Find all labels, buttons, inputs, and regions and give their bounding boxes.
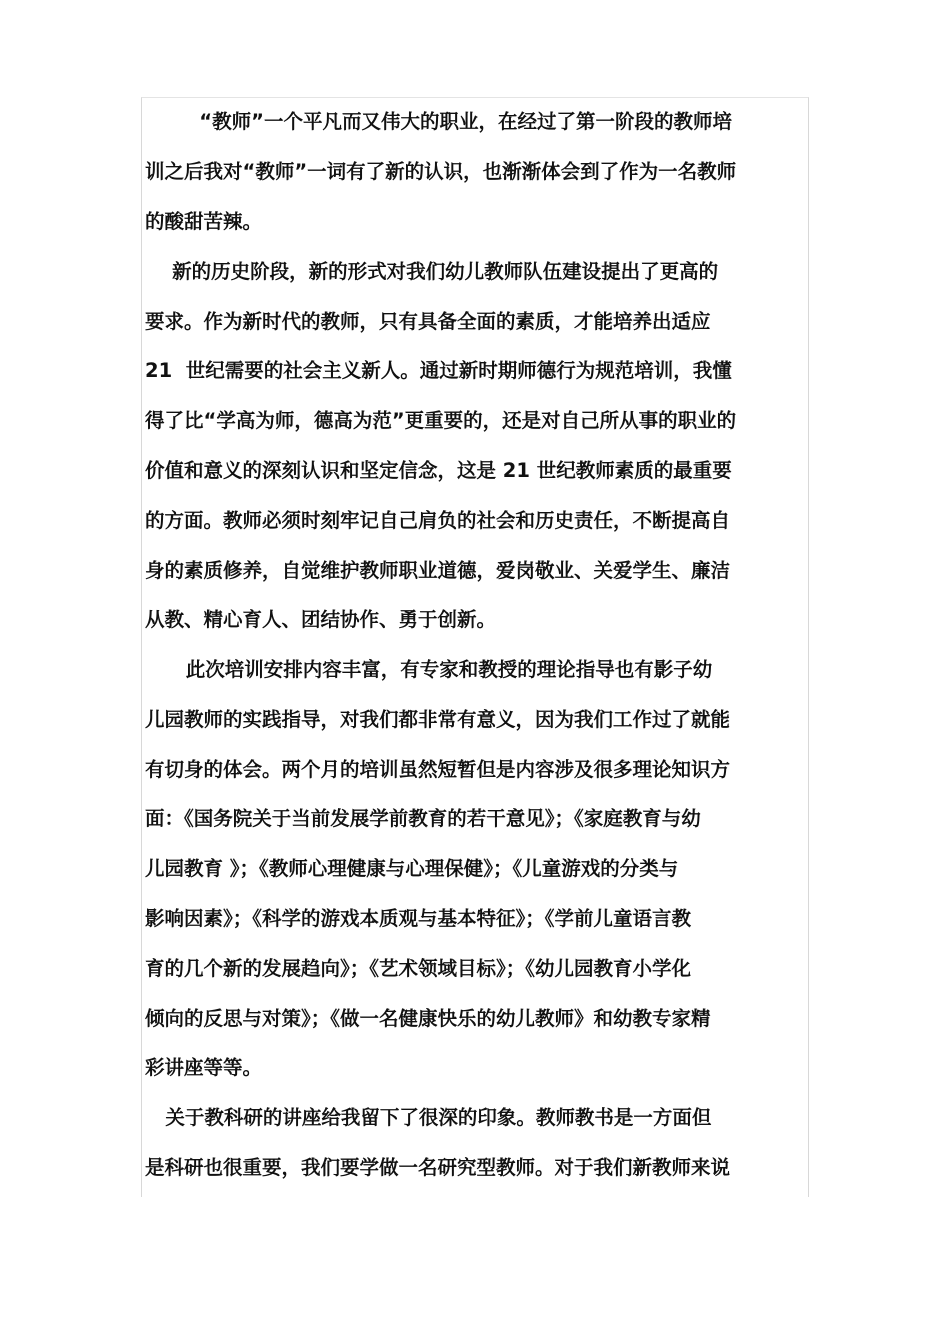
text-line: 得了比“学高为师，德高为范”更重要的，还是对自己所从事的职业的 — [145, 409, 737, 432]
text-line: 价值和意义的深刻认识和坚定信念，这是 21 世纪教师素质的最重要 — [145, 459, 732, 482]
text-line: 影响因素》；《科学的游戏本质观与基本特征》；《学前儿童语言教 — [145, 907, 692, 930]
text-line: 儿园教师的实践指导，对我们都非常有意义，因为我们工作过了就能 — [145, 708, 731, 731]
text-line: 有切身的体会。两个月的培训虽然短暂但是内容涉及很多理论知识方 — [145, 758, 731, 781]
text-line: 训之后我对“教师”一词有了新的认识，也渐渐体会到了作为一名教师 — [145, 160, 737, 183]
text-line: 儿园教育 》；《教师心理健康与心理保健》；《儿童游戏的分类与 — [145, 857, 679, 880]
text-line: 的酸甜苦辣。 — [145, 210, 263, 233]
text-line: 从教、精心育人、团结协作、勇于创新。 — [145, 608, 497, 631]
text-line: 新的历史阶段，新的形式对我们幼儿教师队伍建设提出了更高的 — [145, 260, 719, 283]
text-line: 关于教科研的讲座给我留下了很深的印象。教师教书是一方面但 — [145, 1106, 712, 1129]
text-line: 此次培训安排内容丰富，有专家和教授的理论指导也有影子幼 — [145, 658, 713, 681]
text-line: 彩讲座等等。 — [145, 1056, 263, 1079]
text-line: “教师”一个平凡而又伟大的职业，在经过了第一阶段的教师培 — [145, 110, 732, 133]
text-line: 21 世纪需要的社会主义新人。通过新时期师德行为规范培训，我懂 — [145, 359, 732, 382]
text-line: 的方面。教师必须时刻牢记自己肩负的社会和历史责任，不断提高自 — [145, 509, 731, 532]
text-line: 要求。作为新时代的教师，只有具备全面的素质，才能培养出适应 — [145, 310, 711, 333]
text-line: 倾向的反思与对策》；《做一名健康快乐的幼儿教师》和幼教专家精 — [145, 1007, 711, 1030]
text-line: 面：《国务院关于当前发展学前教育的若干意见》；《家庭教育与幼 — [145, 807, 701, 830]
text-line: 育的几个新的发展趋向》；《艺术领域目标》；《幼儿园教育小学化 — [145, 957, 692, 980]
text-line: 身的素质修养，自觉维护教师职业道德，爱岗敬业、关爱学生、廉洁 — [145, 559, 731, 582]
text-line: 是科研也很重要，我们要学做一名研究型教师。对于我们新教师来说 — [145, 1156, 731, 1179]
